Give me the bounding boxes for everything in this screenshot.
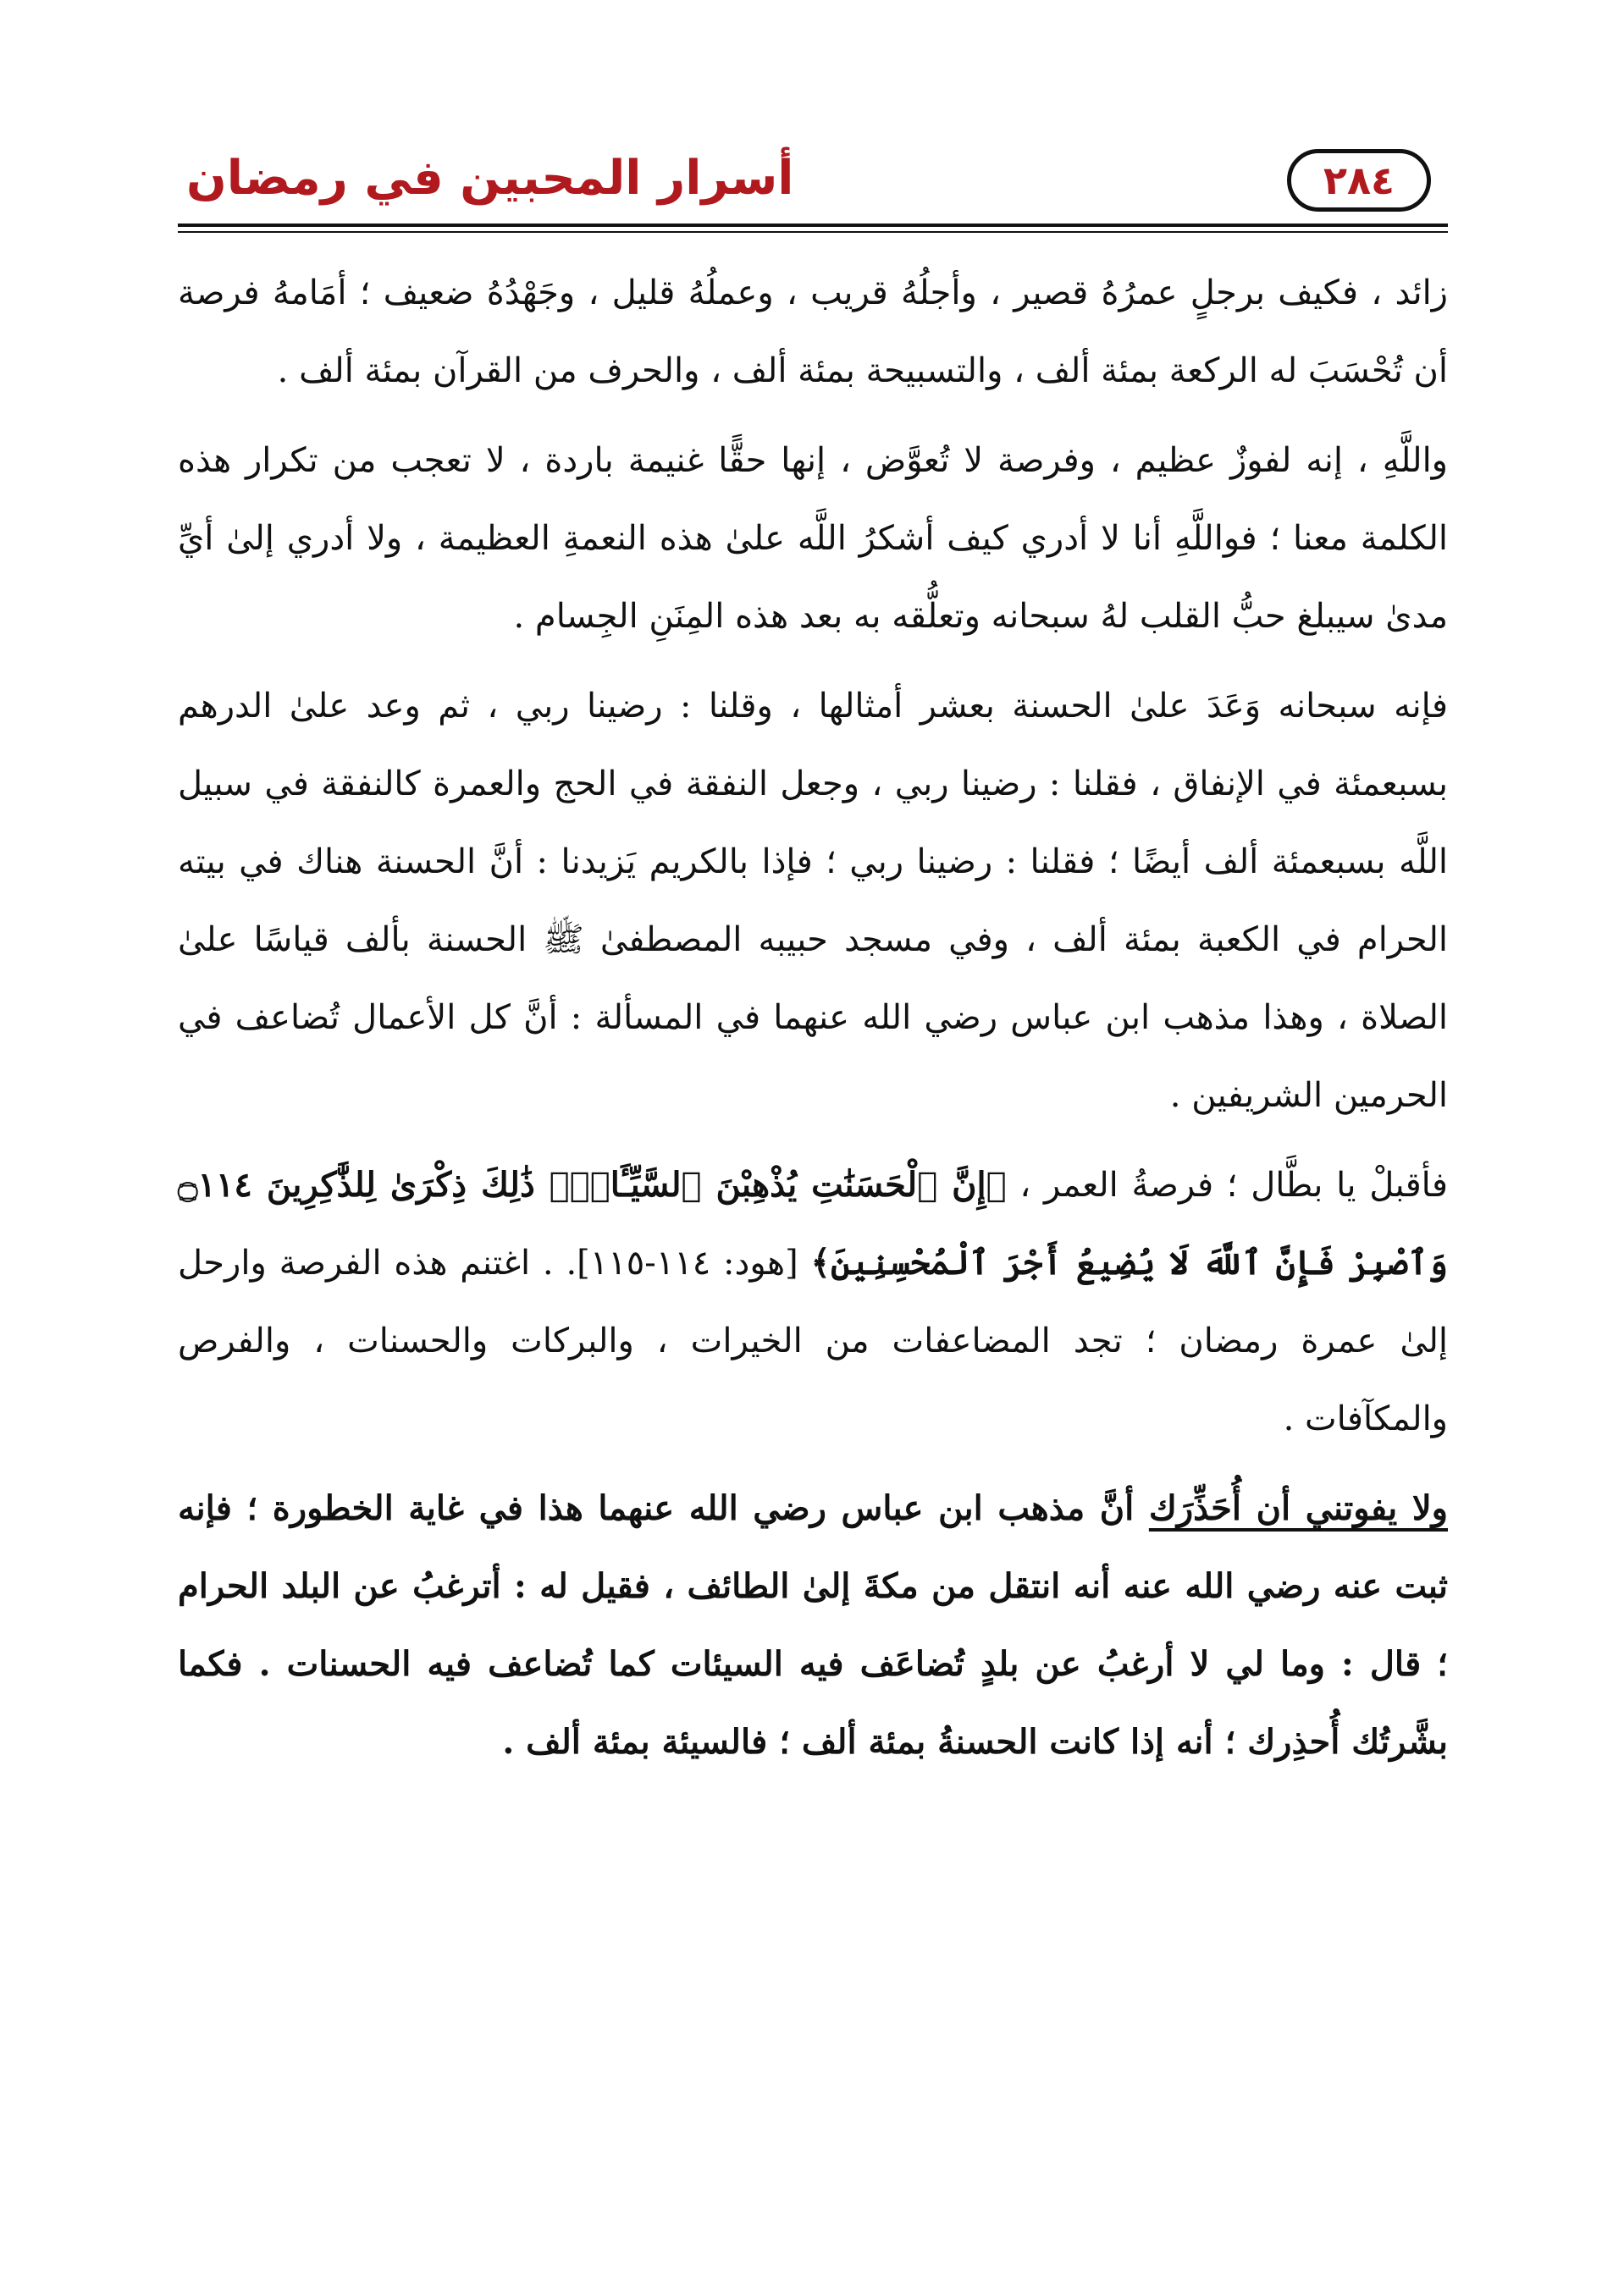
paragraph-3: فإنه سبحانه وَعَدَ علىٰ الحسنة بعشر أمثالها ، وقلنا : رضينا ربي ، ثم وعد علىٰ الدرهم بسبعمئة في الإنفاق ، فقلنا : رضينا ربي ، وجعل النفقة في الحج والعمرة كالنفقة في سبيل اللَّه بسبعمئة ألف أيضًا ؛ فقلنا : رضينا ربي ؛ فإذا بالكريم يَزيدنا : أنَّ الحسنة هناك في بيته الحرام في الكعبة بمئة ألف ، وفي مسجد حبيبه المصطفىٰ ﷺ الحسنة بألف قياسًا علىٰ الصلاة ، وهذا مذهب ابن عباس رضي الله عنهما في المسألة : أنَّ كل الأعمال تُضاعف في الحرمين الشريفين . <box>178 687 1448 1115</box>
paragraph-4-intro: فأقبلْ يا بطَّال ؛ فرصةُ العمر ، <box>1006 1166 1448 1205</box>
page-header <box>178 142 1448 224</box>
paragraph-5 <box>178 1470 1448 1781</box>
header-divider <box>178 224 1448 227</box>
paragraph-4-rest: [هود: ١١٤-١١٥]. . اغتنم هذه الفرصة وارحل إلىٰ عمرة رمضان ؛ تجد المضاعفات من الخيرات ، والبركات والحسنات ، والفرص والمكآفات . <box>178 1244 1448 1438</box>
quran-verse: ﴿إِنَّ ٱلْحَسَنَٰتِ يُذْهِبْنَ ٱلسَّيِّـَٔاتِۚ ذَٰلِكَ ذِكْرَىٰ لِلذَّٰكِرِينَ ۝١١٤ وَٱصْبِرْ فَإِنَّ ٱللَّهَ لَا يُضِيعُ أَجْرَ ٱلْمُحْسِنِينَ﴾ <box>178 1165 1448 1283</box>
page-number: ٢٨٤ <box>1287 149 1431 212</box>
paragraph-5-text: أنَّ مذهب ابن عباس رضي الله عنهما هذا في غاية الخطورة ؛ فإنه ثبت عنه رضي الله عنه أنه انتقل من مكةَ إلىٰ الطائف ، فقيل له : أترغبُ عن البلد الحرام ؛ قال : وما لي لا أرغبُ عن بلدٍ تُضاعَف فيه السيئات كما تُضاعف فيه الحسنات . فكما بشَّرتُك أُحذِرك ؛ أنه إذا كانت الحسنةُ بمئة ألف ؛ فالسيئة بمئة ألف . <box>178 1488 1449 1762</box>
header-divider-thin <box>178 231 1448 233</box>
page-body <box>178 254 1448 1793</box>
paragraph-2: واللَّهِ ، إنه لفوزٌ عظيم ، وفرصة لا تُعوَّض ، إنها حقًّا غنيمة باردة ، لا تعجب من تكرار هذه الكلمة معنا ؛ فواللَّهِ أنا لا أدري كيف أشكرُ اللَّه علىٰ هذه النعمةِ العظيمة ، ولا أدري إلىٰ أيِّ مدىٰ سيبلغ حبُّ القلب لهُ سبحانه وتعلُّقه به بعد هذه المِنَنِ الجِسام . <box>178 441 1448 636</box>
paragraph-5-underlined: ولا يفوتني أن أُحَذِّرَك <box>1148 1488 1448 1528</box>
paragraph-4 <box>178 1146 1448 1458</box>
book-title: أسرار المحبين في رمضان <box>186 151 794 206</box>
paragraph-1: زائد ، فكيف برجلٍ عمرُهُ قصير ، وأجلُهُ قريب ، وعملُهُ قليل ، وجَهْدُهُ ضعيف ؛ أمَامهُ فرصة أن تُحْسَبَ له الركعة بمئة ألف ، والتسبيحة بمئة ألف ، والحرف من القرآن بمئة ألف . <box>178 273 1448 390</box>
